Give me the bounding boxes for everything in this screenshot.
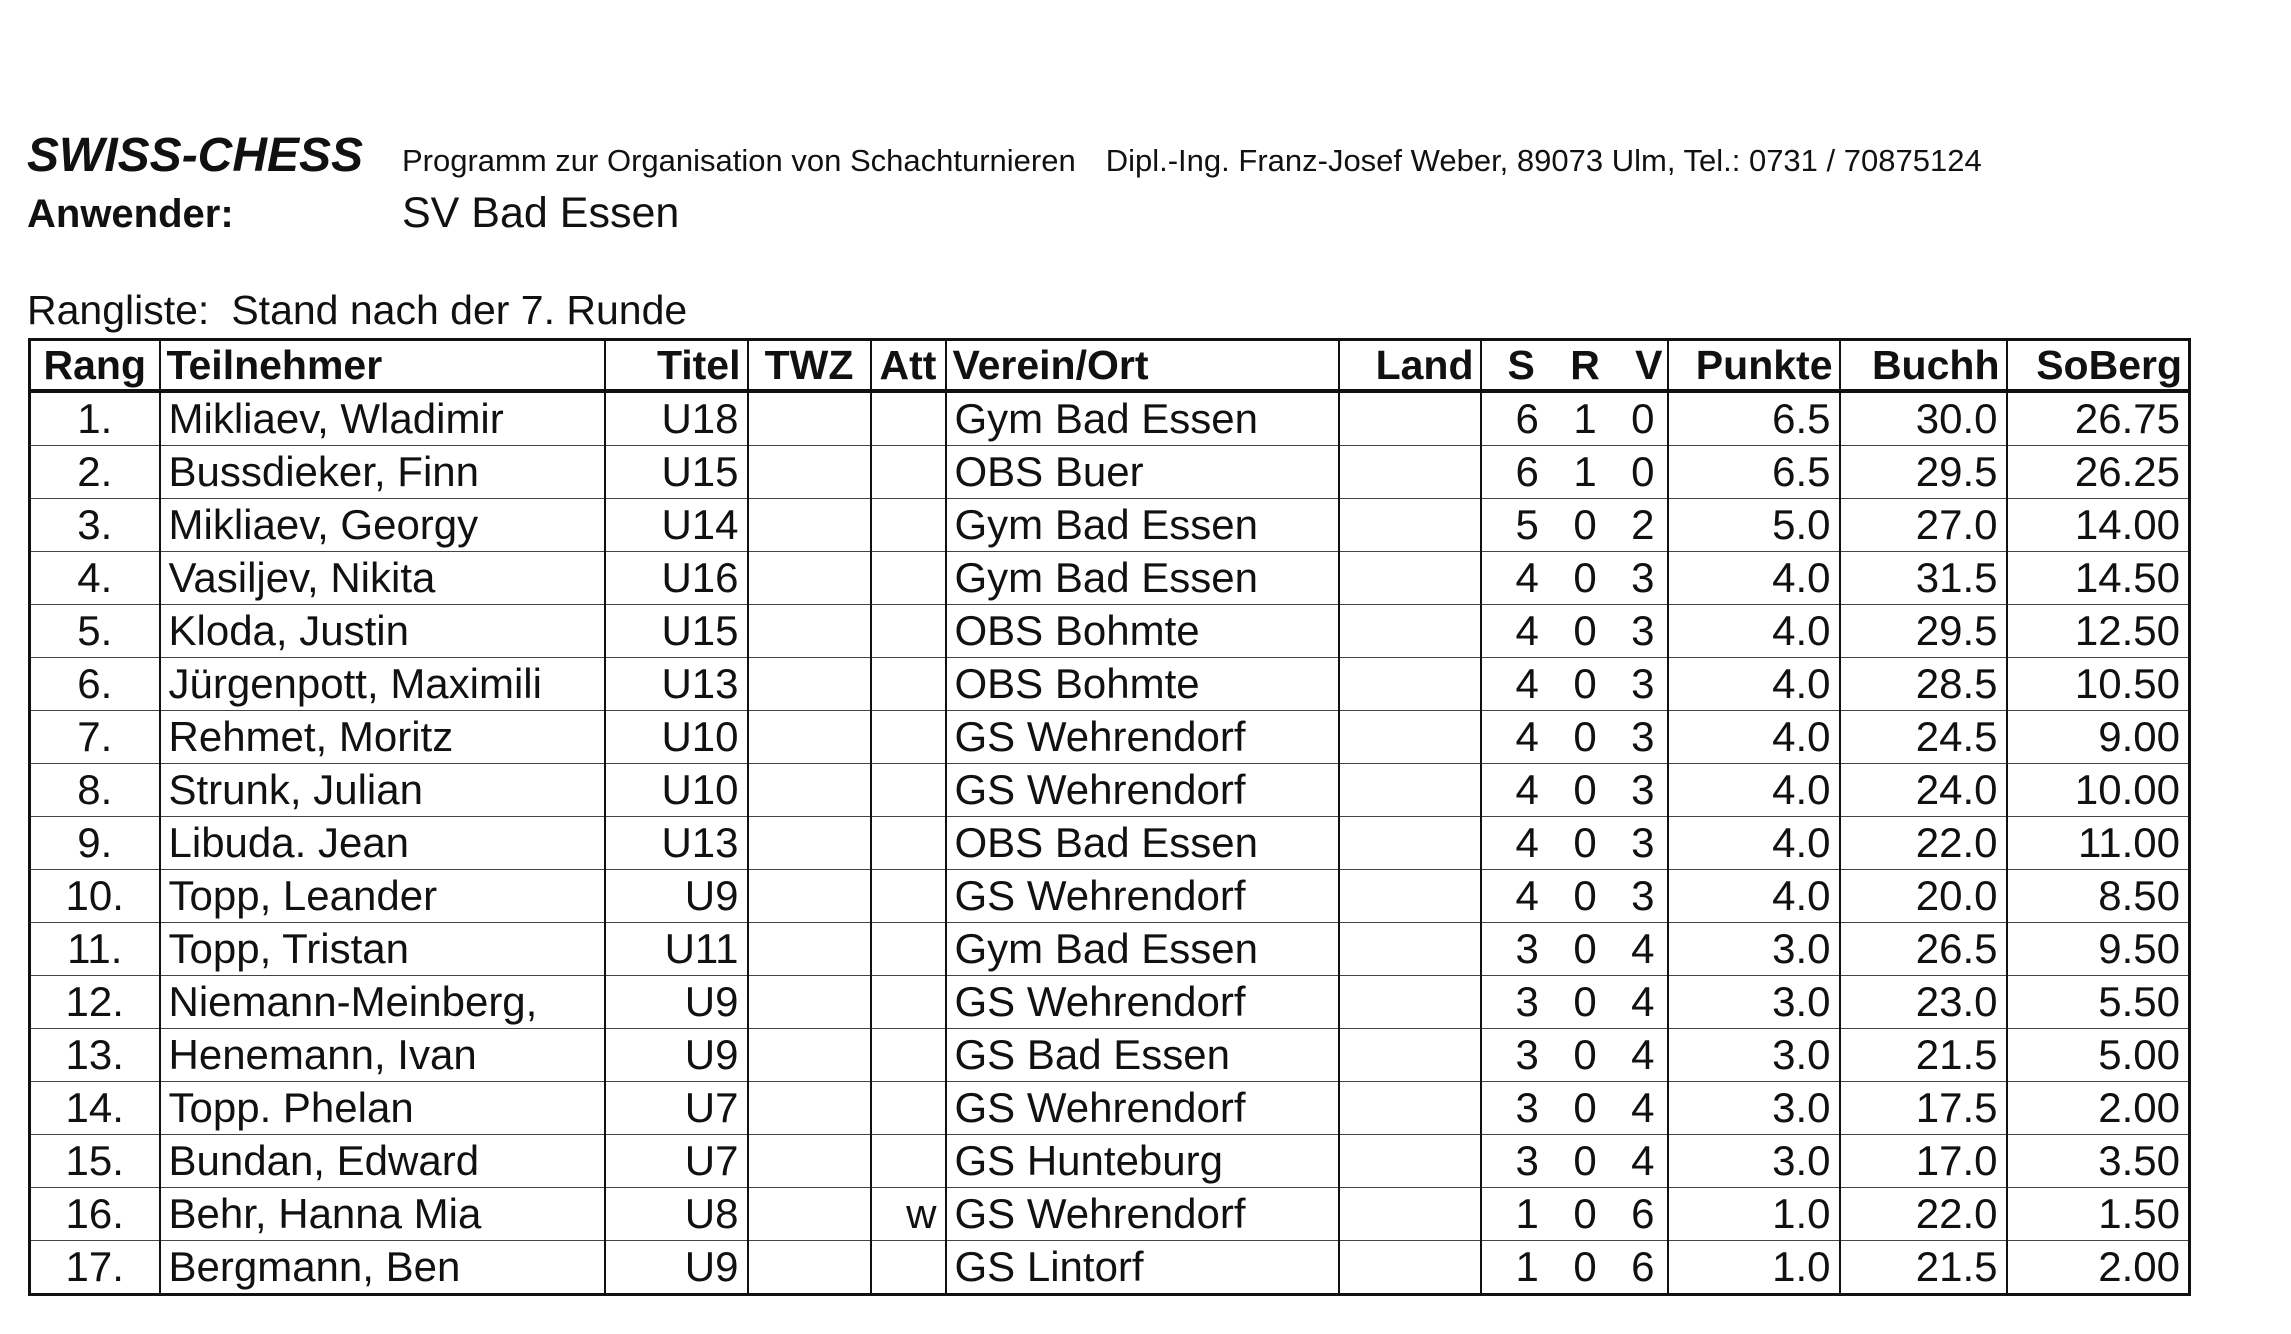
cell-s: 4 <box>1515 713 1539 760</box>
cell-twz <box>748 391 871 446</box>
cell-titel: U10 <box>605 711 748 764</box>
cell-verein: GS Wehrendorf <box>946 976 1339 1029</box>
cell-v: 3 <box>1631 819 1655 866</box>
cell-v: 4 <box>1631 925 1655 972</box>
cell-v: 3 <box>1631 766 1655 813</box>
cell-srv <box>1481 446 1668 499</box>
document-header <box>27 128 2227 238</box>
cell-titel: U9 <box>605 1029 748 1082</box>
cell-srv <box>1481 711 1668 764</box>
cell-rang: 15. <box>30 1135 160 1188</box>
cell-srv <box>1481 1241 1668 1295</box>
column-header-twz: TWZ <box>748 340 871 392</box>
cell-verein: Gym Bad Essen <box>946 552 1339 605</box>
cell-teilnehmer: Topp, Leander <box>160 870 605 923</box>
cell-soberg: 10.00 <box>2007 764 2190 817</box>
table-row <box>30 1029 2190 1082</box>
cell-r: 0 <box>1573 554 1597 601</box>
cell-r: 1 <box>1573 395 1597 442</box>
cell-twz <box>748 711 871 764</box>
table-row <box>30 1188 2190 1241</box>
cell-land <box>1339 499 1481 552</box>
cell-soberg: 12.50 <box>2007 605 2190 658</box>
cell-s: 1 <box>1515 1190 1539 1237</box>
cell-rang: 9. <box>30 817 160 870</box>
cell-buchh: 22.0 <box>1840 1188 2007 1241</box>
cell-buchh: 21.5 <box>1840 1029 2007 1082</box>
cell-titel: U13 <box>605 817 748 870</box>
cell-twz <box>748 658 871 711</box>
cell-srv <box>1481 923 1668 976</box>
cell-srv <box>1481 976 1668 1029</box>
cell-teilnehmer: Rehmet, Moritz <box>160 711 605 764</box>
cell-rang: 17. <box>30 1241 160 1295</box>
user-label: Anwender: <box>27 192 234 236</box>
cell-att <box>871 711 946 764</box>
cell-verein: Gym Bad Essen <box>946 923 1339 976</box>
cell-buchh: 30.0 <box>1840 391 2007 446</box>
cell-srv <box>1481 658 1668 711</box>
cell-v: 4 <box>1631 1031 1655 1078</box>
cell-soberg: 26.75 <box>2007 391 2190 446</box>
cell-teilnehmer: Behr, Hanna Mia <box>160 1188 605 1241</box>
cell-soberg: 10.50 <box>2007 658 2190 711</box>
cell-punkte: 3.0 <box>1668 1082 1840 1135</box>
cell-land <box>1339 1188 1481 1241</box>
cell-verein: OBS Bohmte <box>946 658 1339 711</box>
cell-v: 0 <box>1631 395 1655 442</box>
column-header-r: R <box>1570 342 1600 388</box>
cell-twz <box>748 499 871 552</box>
cell-verein: GS Hunteburg <box>946 1135 1339 1188</box>
cell-titel: U8 <box>605 1188 748 1241</box>
cell-r: 0 <box>1573 501 1597 548</box>
cell-att <box>871 817 946 870</box>
cell-srv <box>1481 552 1668 605</box>
cell-rang: 13. <box>30 1029 160 1082</box>
cell-att <box>871 552 946 605</box>
cell-land <box>1339 1135 1481 1188</box>
column-header-titel: Titel <box>605 340 748 392</box>
column-header-punkte: Punkte <box>1668 340 1840 392</box>
table-row <box>30 391 2190 446</box>
cell-srv <box>1481 870 1668 923</box>
cell-r: 1 <box>1573 448 1597 495</box>
cell-rang: 11. <box>30 923 160 976</box>
cell-verein: GS Wehrendorf <box>946 1188 1339 1241</box>
header-line-2 <box>27 189 2227 238</box>
cell-buchh: 22.0 <box>1840 817 2007 870</box>
cell-titel: U7 <box>605 1135 748 1188</box>
cell-land <box>1339 552 1481 605</box>
cell-v: 3 <box>1631 554 1655 601</box>
cell-land <box>1339 1082 1481 1135</box>
cell-punkte: 4.0 <box>1668 552 1840 605</box>
cell-buchh: 26.5 <box>1840 923 2007 976</box>
column-header-buchh: Buchh <box>1840 340 2007 392</box>
cell-teilnehmer: Topp. Phelan <box>160 1082 605 1135</box>
cell-v: 3 <box>1631 607 1655 654</box>
cell-twz <box>748 817 871 870</box>
column-header-att: Att <box>871 340 946 392</box>
app-name: SWISS-CHESS <box>27 129 364 182</box>
cell-s: 3 <box>1515 1031 1539 1078</box>
cell-s: 3 <box>1515 1084 1539 1131</box>
cell-v: 2 <box>1631 501 1655 548</box>
cell-r: 0 <box>1573 1137 1597 1184</box>
cell-srv <box>1481 764 1668 817</box>
table-row <box>30 976 2190 1029</box>
cell-v: 0 <box>1631 448 1655 495</box>
cell-soberg: 1.50 <box>2007 1188 2190 1241</box>
cell-att <box>871 658 946 711</box>
cell-rang: 12. <box>30 976 160 1029</box>
cell-buchh: 28.5 <box>1840 658 2007 711</box>
cell-land <box>1339 1029 1481 1082</box>
cell-r: 0 <box>1573 766 1597 813</box>
cell-titel: U15 <box>605 605 748 658</box>
user-value: SV Bad Essen <box>402 189 680 237</box>
cell-titel: U7 <box>605 1082 748 1135</box>
ranking-table-body <box>30 391 2190 1295</box>
cell-verein: GS Lintorf <box>946 1241 1339 1295</box>
cell-twz <box>748 552 871 605</box>
table-row <box>30 1135 2190 1188</box>
cell-s: 3 <box>1515 978 1539 1025</box>
cell-att <box>871 605 946 658</box>
cell-punkte: 4.0 <box>1668 817 1840 870</box>
cell-att <box>871 391 946 446</box>
cell-land <box>1339 391 1481 446</box>
cell-land <box>1339 658 1481 711</box>
ranking-status: Stand nach der 7. Runde <box>231 287 688 333</box>
cell-att <box>871 764 946 817</box>
cell-att <box>871 923 946 976</box>
cell-v: 3 <box>1631 713 1655 760</box>
cell-buchh: 24.5 <box>1840 711 2007 764</box>
cell-punkte: 6.5 <box>1668 446 1840 499</box>
cell-teilnehmer: Strunk, Julian <box>160 764 605 817</box>
cell-rang: 5. <box>30 605 160 658</box>
cell-srv <box>1481 1082 1668 1135</box>
table-row <box>30 870 2190 923</box>
cell-rang: 2. <box>30 446 160 499</box>
cell-srv <box>1481 1029 1668 1082</box>
cell-teilnehmer: Henemann, Ivan <box>160 1029 605 1082</box>
cell-verein: GS Wehrendorf <box>946 711 1339 764</box>
author-info: Dipl.-Ing. Franz-Josef Weber, 89073 Ulm, Tel.: 0731 / 70875124 <box>1105 143 1982 178</box>
cell-teilnehmer: Mikliaev, Wladimir <box>160 391 605 446</box>
table-row <box>30 552 2190 605</box>
cell-soberg: 5.00 <box>2007 1029 2190 1082</box>
cell-s: 6 <box>1515 448 1539 495</box>
cell-punkte: 4.0 <box>1668 605 1840 658</box>
cell-rang: 3. <box>30 499 160 552</box>
cell-buchh: 29.5 <box>1840 605 2007 658</box>
cell-rang: 1. <box>30 391 160 446</box>
cell-att <box>871 499 946 552</box>
cell-buchh: 17.5 <box>1840 1082 2007 1135</box>
cell-punkte: 1.0 <box>1668 1188 1840 1241</box>
cell-srv <box>1481 1135 1668 1188</box>
cell-land <box>1339 870 1481 923</box>
cell-srv <box>1481 499 1668 552</box>
cell-r: 0 <box>1573 819 1597 866</box>
ranking-table <box>28 338 2191 1296</box>
cell-punkte: 3.0 <box>1668 923 1840 976</box>
cell-s: 4 <box>1515 766 1539 813</box>
app-description: Programm zur Organisation von Schachturnieren <box>402 143 1076 178</box>
cell-twz <box>748 976 871 1029</box>
cell-v: 4 <box>1631 978 1655 1025</box>
cell-s: 1 <box>1515 1243 1539 1290</box>
cell-verein: OBS Bad Essen <box>946 817 1339 870</box>
cell-r: 0 <box>1573 925 1597 972</box>
cell-s: 4 <box>1515 607 1539 654</box>
cell-verein: OBS Buer <box>946 446 1339 499</box>
cell-soberg: 14.50 <box>2007 552 2190 605</box>
cell-att <box>871 446 946 499</box>
cell-rang: 16. <box>30 1188 160 1241</box>
cell-punkte: 3.0 <box>1668 976 1840 1029</box>
cell-r: 0 <box>1573 872 1597 919</box>
cell-verein: GS Wehrendorf <box>946 1082 1339 1135</box>
cell-land <box>1339 923 1481 976</box>
cell-teilnehmer: Bergmann, Ben <box>160 1241 605 1295</box>
cell-buchh: 23.0 <box>1840 976 2007 1029</box>
cell-buchh: 29.5 <box>1840 446 2007 499</box>
cell-s: 5 <box>1515 501 1539 548</box>
cell-teilnehmer: Niemann-Meinberg, <box>160 976 605 1029</box>
cell-s: 4 <box>1515 872 1539 919</box>
cell-land <box>1339 976 1481 1029</box>
cell-r: 0 <box>1573 1190 1597 1237</box>
cell-r: 0 <box>1573 1084 1597 1131</box>
cell-soberg: 26.25 <box>2007 446 2190 499</box>
table-row <box>30 923 2190 976</box>
cell-soberg: 9.50 <box>2007 923 2190 976</box>
cell-punkte: 3.0 <box>1668 1029 1840 1082</box>
cell-s: 3 <box>1515 1137 1539 1184</box>
cell-rang: 4. <box>30 552 160 605</box>
cell-land <box>1339 711 1481 764</box>
cell-teilnehmer: Jürgenpott, Maximili <box>160 658 605 711</box>
column-header-verein: Verein/Ort <box>946 340 1339 392</box>
cell-soberg: 2.00 <box>2007 1082 2190 1135</box>
cell-twz <box>748 764 871 817</box>
column-header-land: Land <box>1339 340 1481 392</box>
cell-titel: U9 <box>605 976 748 1029</box>
ranking-label: Rangliste: <box>27 287 210 333</box>
cell-rang: 14. <box>30 1082 160 1135</box>
cell-att <box>871 1029 946 1082</box>
cell-punkte: 5.0 <box>1668 499 1840 552</box>
cell-rang: 10. <box>30 870 160 923</box>
cell-v: 6 <box>1631 1190 1655 1237</box>
cell-verein: Gym Bad Essen <box>946 391 1339 446</box>
table-row <box>30 817 2190 870</box>
cell-soberg: 14.00 <box>2007 499 2190 552</box>
cell-punkte: 4.0 <box>1668 711 1840 764</box>
cell-twz <box>748 1082 871 1135</box>
cell-twz <box>748 605 871 658</box>
cell-att <box>871 976 946 1029</box>
cell-r: 0 <box>1573 607 1597 654</box>
cell-soberg: 2.00 <box>2007 1241 2190 1295</box>
cell-twz <box>748 1135 871 1188</box>
cell-att <box>871 870 946 923</box>
cell-teilnehmer: Libuda. Jean <box>160 817 605 870</box>
cell-twz <box>748 1029 871 1082</box>
cell-soberg: 9.00 <box>2007 711 2190 764</box>
cell-att <box>871 1082 946 1135</box>
cell-srv <box>1481 1188 1668 1241</box>
cell-twz <box>748 923 871 976</box>
table-header-row <box>30 340 2190 392</box>
cell-soberg: 8.50 <box>2007 870 2190 923</box>
cell-titel: U9 <box>605 1241 748 1295</box>
cell-r: 0 <box>1573 660 1597 707</box>
cell-buchh: 17.0 <box>1840 1135 2007 1188</box>
ranking-title <box>27 287 687 334</box>
column-header-soberg: SoBerg <box>2007 340 2190 392</box>
cell-land <box>1339 1241 1481 1295</box>
cell-verein: GS Wehrendorf <box>946 764 1339 817</box>
cell-titel: U10 <box>605 764 748 817</box>
table-row <box>30 446 2190 499</box>
table-row <box>30 764 2190 817</box>
cell-twz <box>748 1241 871 1295</box>
cell-buchh: 31.5 <box>1840 552 2007 605</box>
cell-r: 0 <box>1573 713 1597 760</box>
cell-soberg: 5.50 <box>2007 976 2190 1029</box>
cell-teilnehmer: Mikliaev, Georgy <box>160 499 605 552</box>
table-row <box>30 658 2190 711</box>
header-line-1 <box>27 128 2227 183</box>
column-header-s: S <box>1507 342 1535 388</box>
cell-rang: 6. <box>30 658 160 711</box>
cell-v: 6 <box>1631 1243 1655 1290</box>
table-row <box>30 1082 2190 1135</box>
cell-rang: 8. <box>30 764 160 817</box>
cell-rang: 7. <box>30 711 160 764</box>
cell-titel: U16 <box>605 552 748 605</box>
cell-twz <box>748 870 871 923</box>
cell-verein: Gym Bad Essen <box>946 499 1339 552</box>
column-header-v: V <box>1635 342 1663 388</box>
cell-titel: U11 <box>605 923 748 976</box>
cell-r: 0 <box>1573 1243 1597 1290</box>
cell-punkte: 4.0 <box>1668 764 1840 817</box>
column-header-teilnehmer: Teilnehmer <box>160 340 605 392</box>
cell-srv <box>1481 605 1668 658</box>
cell-punkte: 6.5 <box>1668 391 1840 446</box>
cell-titel: U13 <box>605 658 748 711</box>
column-header-srv <box>1481 340 1668 392</box>
cell-verein: GS Bad Essen <box>946 1029 1339 1082</box>
cell-r: 0 <box>1573 978 1597 1025</box>
cell-titel: U9 <box>605 870 748 923</box>
column-header-rang: Rang <box>30 340 160 392</box>
cell-att: w <box>871 1188 946 1241</box>
cell-verein: OBS Bohmte <box>946 605 1339 658</box>
cell-soberg: 3.50 <box>2007 1135 2190 1188</box>
cell-titel: U18 <box>605 391 748 446</box>
cell-titel: U15 <box>605 446 748 499</box>
cell-twz <box>748 446 871 499</box>
table-row <box>30 1241 2190 1295</box>
cell-teilnehmer: Kloda, Justin <box>160 605 605 658</box>
cell-v: 4 <box>1631 1084 1655 1131</box>
cell-verein: GS Wehrendorf <box>946 870 1339 923</box>
cell-teilnehmer: Vasiljev, Nikita <box>160 552 605 605</box>
cell-teilnehmer: Bundan, Edward <box>160 1135 605 1188</box>
cell-v: 3 <box>1631 660 1655 707</box>
cell-titel: U14 <box>605 499 748 552</box>
cell-v: 3 <box>1631 872 1655 919</box>
cell-r: 0 <box>1573 1031 1597 1078</box>
cell-punkte: 4.0 <box>1668 870 1840 923</box>
cell-punkte: 1.0 <box>1668 1241 1840 1295</box>
cell-land <box>1339 446 1481 499</box>
cell-buchh: 24.0 <box>1840 764 2007 817</box>
cell-s: 3 <box>1515 925 1539 972</box>
cell-land <box>1339 764 1481 817</box>
cell-v: 4 <box>1631 1137 1655 1184</box>
cell-srv <box>1481 817 1668 870</box>
cell-s: 4 <box>1515 819 1539 866</box>
cell-srv <box>1481 391 1668 446</box>
cell-buchh: 21.5 <box>1840 1241 2007 1295</box>
cell-teilnehmer: Topp, Tristan <box>160 923 605 976</box>
cell-s: 6 <box>1515 395 1539 442</box>
cell-buchh: 20.0 <box>1840 870 2007 923</box>
cell-land <box>1339 817 1481 870</box>
table-row <box>30 605 2190 658</box>
cell-att <box>871 1241 946 1295</box>
cell-twz <box>748 1188 871 1241</box>
cell-buchh: 27.0 <box>1840 499 2007 552</box>
cell-land <box>1339 605 1481 658</box>
cell-s: 4 <box>1515 660 1539 707</box>
cell-teilnehmer: Bussdieker, Finn <box>160 446 605 499</box>
cell-punkte: 4.0 <box>1668 658 1840 711</box>
cell-soberg: 11.00 <box>2007 817 2190 870</box>
cell-s: 4 <box>1515 554 1539 601</box>
cell-punkte: 3.0 <box>1668 1135 1840 1188</box>
cell-att <box>871 1135 946 1188</box>
table-row <box>30 711 2190 764</box>
table-row <box>30 499 2190 552</box>
